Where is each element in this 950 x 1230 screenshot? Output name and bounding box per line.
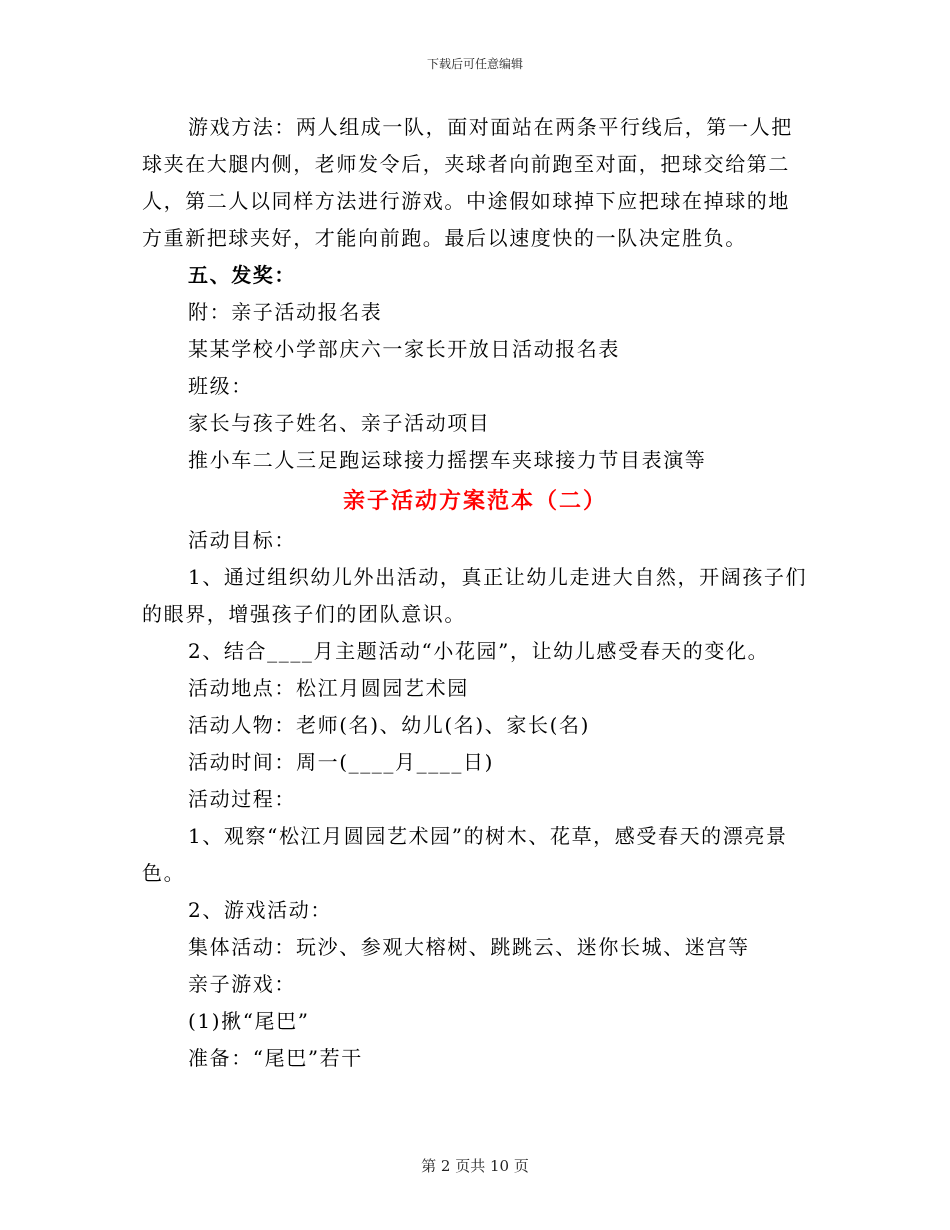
game-method-line-3: 人，第二人以同样方法进行游戏。中途假如球掉下应把球在掉球的地 bbox=[142, 189, 790, 213]
form-fields: 家长与孩子姓名、亲子活动项目 bbox=[188, 411, 491, 435]
process-2: 2、游戏活动： bbox=[188, 898, 332, 922]
game-method-line-2: 球夹在大腿内侧，老师发令后，夹球者向前跑至对面，把球交给第二 bbox=[142, 152, 790, 176]
process-1-line-2: 色。 bbox=[142, 861, 186, 885]
game-1: (1)揪“尾巴” bbox=[188, 1009, 310, 1033]
award-heading: 五、发奖： bbox=[188, 263, 296, 287]
activity-items: 推小车二人三足跑运球接力摇摆车夹球接力节目表演等 bbox=[188, 448, 707, 472]
class-label: 班级： bbox=[188, 374, 253, 398]
process-label: 活动过程： bbox=[188, 787, 296, 811]
section-title: 亲子活动方案范本（二） bbox=[342, 488, 607, 514]
page-header: 下载后可任意编辑 bbox=[426, 57, 523, 71]
process-1-line-1: 1、观察“松江月圆园艺术园”的树木、花草，感受春天的漂亮景 bbox=[188, 824, 788, 848]
goal-2: 2、结合____月主题活动“小花园”，让幼儿感受春天的变化。 bbox=[188, 639, 770, 663]
activity-place: 活动地点：松江月圆园艺术园 bbox=[188, 676, 469, 700]
goal-1-line-2: 的眼界，增强孩子们的团队意识。 bbox=[142, 602, 466, 626]
group-activities: 集体活动：玩沙、参观大榕树、跳跳云、迷你长城、迷宫等 bbox=[188, 935, 750, 959]
goal-label: 活动目标： bbox=[188, 528, 296, 552]
game-method-line-1: 游戏方法：两人组成一队，面对面站在两条平行线后，第一人把 bbox=[188, 115, 793, 139]
game-method-line-4: 方重新把球夹好，才能向前跑。最后以速度快的一队决定胜负。 bbox=[142, 226, 747, 250]
page-footer: 第 2 页共 10 页 bbox=[421, 1157, 529, 1175]
goal-1-line-1: 1、通过组织幼儿外出活动，真正让幼儿走进大自然，开阔孩子们 bbox=[188, 565, 808, 589]
activity-people: 活动人物：老师(名)、幼儿(名)、家长(名) bbox=[188, 713, 591, 737]
activity-time: 活动时间：周一(____月____日) bbox=[188, 750, 495, 774]
game-1-prep: 准备：“尾巴”若干 bbox=[188, 1046, 363, 1070]
form-title: 某某学校小学部庆六一家长开放日活动报名表 bbox=[188, 337, 620, 361]
parent-games-label: 亲子游戏： bbox=[188, 972, 296, 996]
appendix-line: 附：亲子活动报名表 bbox=[188, 300, 383, 324]
